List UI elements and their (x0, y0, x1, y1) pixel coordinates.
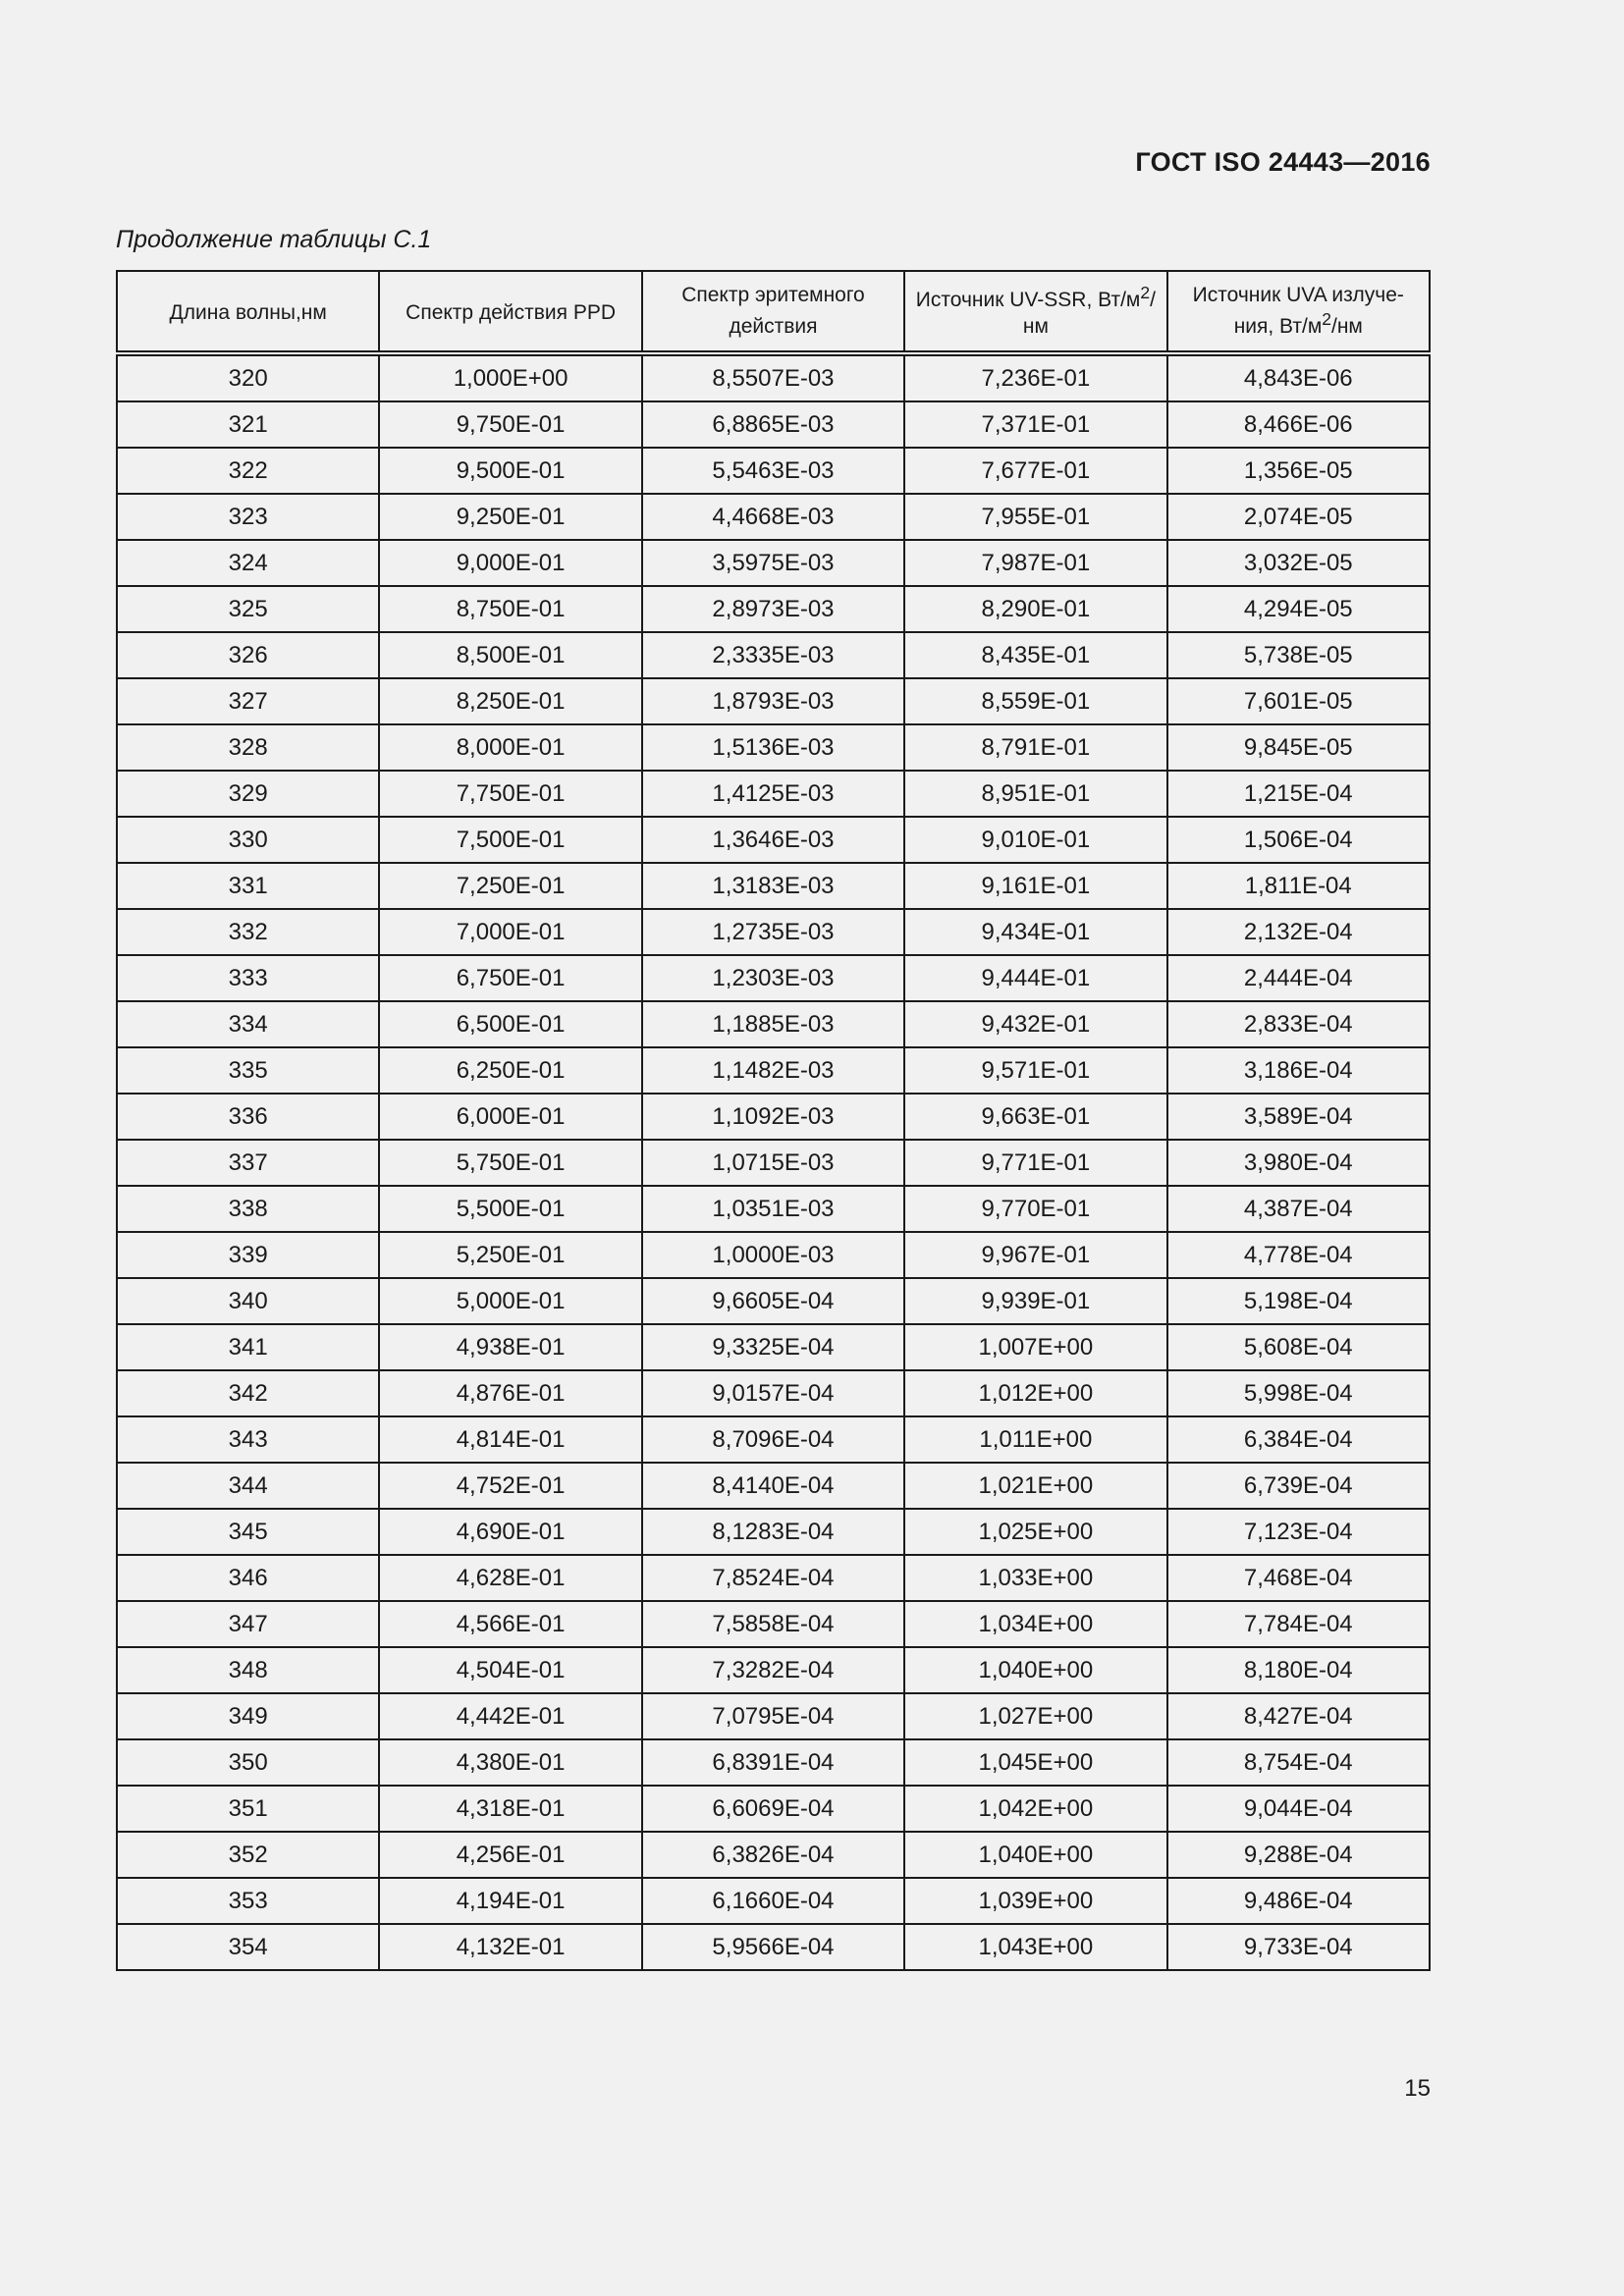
erythema-cell: 8,5507E-03 (642, 353, 904, 401)
page-number: 15 (1404, 2075, 1431, 2102)
uva-cell: 4,843E-06 (1167, 353, 1430, 401)
table-row (117, 1647, 1430, 1693)
erythema-cell: 8,1283E-04 (642, 1509, 904, 1555)
erythema-cell: 6,6069E-04 (642, 1786, 904, 1832)
erythema-cell: 1,3183E-03 (642, 863, 904, 909)
wavelength-cell: 345 (117, 1509, 379, 1555)
ppd-cell: 4,380E-01 (379, 1739, 641, 1786)
erythema-cell: 6,8391E-04 (642, 1739, 904, 1786)
wavelength-cell: 329 (117, 771, 379, 817)
erythema-cell: 1,1885E-03 (642, 1001, 904, 1047)
table-row (117, 1878, 1430, 1924)
table-row (117, 448, 1430, 494)
table-row (117, 1140, 1430, 1186)
uva-cell: 5,738E-05 (1167, 632, 1430, 678)
uv-ssr-cell: 8,435E-01 (904, 632, 1166, 678)
ppd-cell: 4,504E-01 (379, 1647, 641, 1693)
uva-cell: 5,998E-04 (1167, 1370, 1430, 1416)
ppd-cell: 4,132E-01 (379, 1924, 641, 1970)
table-row (117, 1832, 1430, 1878)
ppd-cell: 4,566E-01 (379, 1601, 641, 1647)
uv-ssr-cell: 9,663E-01 (904, 1094, 1166, 1140)
erythema-cell: 6,8865E-03 (642, 401, 904, 448)
wavelength-cell: 342 (117, 1370, 379, 1416)
ppd-cell: 1,000E+00 (379, 353, 641, 401)
ppd-cell: 4,814E-01 (379, 1416, 641, 1463)
erythema-cell: 4,4668E-03 (642, 494, 904, 540)
uva-cell: 2,074E-05 (1167, 494, 1430, 540)
wavelength-cell: 339 (117, 1232, 379, 1278)
wavelength-cell: 353 (117, 1878, 379, 1924)
table-row (117, 1509, 1430, 1555)
wavelength-cell: 333 (117, 955, 379, 1001)
column-header-uv-ssr (904, 271, 1166, 353)
uv-ssr-cell: 9,771E-01 (904, 1140, 1166, 1186)
uva-cell: 9,733E-04 (1167, 1924, 1430, 1970)
header-text-suffix: /нм (1022, 289, 1156, 338)
wavelength-cell: 334 (117, 1001, 379, 1047)
column-header-ppd (379, 271, 641, 353)
uv-ssr-cell: 1,045E+00 (904, 1739, 1166, 1786)
header-text-suffix: /нм (1331, 314, 1363, 338)
erythema-cell: 1,1092E-03 (642, 1094, 904, 1140)
erythema-cell: 9,3325E-04 (642, 1324, 904, 1370)
ppd-cell: 8,000E-01 (379, 724, 641, 771)
ppd-cell: 7,500E-01 (379, 817, 641, 863)
ppd-cell: 4,628E-01 (379, 1555, 641, 1601)
wavelength-cell: 337 (117, 1140, 379, 1186)
uva-cell: 3,032E-05 (1167, 540, 1430, 586)
table-row (117, 586, 1430, 632)
wavelength-cell: 347 (117, 1601, 379, 1647)
header-text: Источник UVA излуче-ния, Вт/м (1192, 284, 1404, 338)
erythema-cell: 7,8524E-04 (642, 1555, 904, 1601)
uv-ssr-cell: 1,011E+00 (904, 1416, 1166, 1463)
column-header-uva (1167, 271, 1430, 353)
uv-ssr-cell: 9,010E-01 (904, 817, 1166, 863)
uv-ssr-cell: 9,434E-01 (904, 909, 1166, 955)
wavelength-cell: 323 (117, 494, 379, 540)
ppd-cell: 6,750E-01 (379, 955, 641, 1001)
table-header-row (117, 271, 1430, 353)
table-row (117, 494, 1430, 540)
uva-cell: 9,845E-05 (1167, 724, 1430, 771)
uv-ssr-cell: 1,033E+00 (904, 1555, 1166, 1601)
ppd-cell: 9,000E-01 (379, 540, 641, 586)
erythema-cell: 9,6605E-04 (642, 1278, 904, 1324)
uva-cell: 3,589E-04 (1167, 1094, 1430, 1140)
table-row (117, 955, 1430, 1001)
uva-cell: 5,198E-04 (1167, 1278, 1430, 1324)
header-text: Источник UV-SSR, Вт/м (915, 289, 1141, 312)
uv-ssr-cell: 9,432E-01 (904, 1001, 1166, 1047)
ppd-cell: 5,250E-01 (379, 1232, 641, 1278)
wavelength-cell: 324 (117, 540, 379, 586)
wavelength-cell: 338 (117, 1186, 379, 1232)
uva-cell: 1,506E-04 (1167, 817, 1430, 863)
table-row (117, 1739, 1430, 1786)
ppd-cell: 5,750E-01 (379, 1140, 641, 1186)
uv-ssr-cell: 1,007E+00 (904, 1324, 1166, 1370)
uv-ssr-cell: 1,043E+00 (904, 1924, 1166, 1970)
table-row (117, 1278, 1430, 1324)
erythema-cell: 1,0715E-03 (642, 1140, 904, 1186)
uv-ssr-cell: 7,236E-01 (904, 353, 1166, 401)
erythema-cell: 1,2735E-03 (642, 909, 904, 955)
ppd-cell: 4,690E-01 (379, 1509, 641, 1555)
uv-ssr-cell: 1,034E+00 (904, 1601, 1166, 1647)
ppd-cell: 8,500E-01 (379, 632, 641, 678)
ppd-cell: 4,318E-01 (379, 1786, 641, 1832)
uv-ssr-cell: 1,021E+00 (904, 1463, 1166, 1509)
uva-cell: 8,427E-04 (1167, 1693, 1430, 1739)
uv-ssr-cell: 9,444E-01 (904, 955, 1166, 1001)
wavelength-cell: 354 (117, 1924, 379, 1970)
table-row (117, 771, 1430, 817)
ppd-cell: 4,442E-01 (379, 1693, 641, 1739)
table-row (117, 401, 1430, 448)
ppd-cell: 4,876E-01 (379, 1370, 641, 1416)
ppd-cell: 7,250E-01 (379, 863, 641, 909)
wavelength-cell: 343 (117, 1416, 379, 1463)
uva-cell: 7,468E-04 (1167, 1555, 1430, 1601)
erythema-cell: 1,1482E-03 (642, 1047, 904, 1094)
ppd-cell: 8,750E-01 (379, 586, 641, 632)
ppd-cell: 9,500E-01 (379, 448, 641, 494)
uva-cell: 9,044E-04 (1167, 1786, 1430, 1832)
uva-cell: 7,784E-04 (1167, 1601, 1430, 1647)
wavelength-cell: 335 (117, 1047, 379, 1094)
table-row (117, 909, 1430, 955)
table-row (117, 353, 1430, 401)
uv-ssr-cell: 1,039E+00 (904, 1878, 1166, 1924)
table-row (117, 1924, 1430, 1970)
uva-cell: 2,444E-04 (1167, 955, 1430, 1001)
table-row (117, 540, 1430, 586)
table-row (117, 1463, 1430, 1509)
wavelength-cell: 346 (117, 1555, 379, 1601)
table-row (117, 1370, 1430, 1416)
table-row (117, 1416, 1430, 1463)
uv-ssr-cell: 1,025E+00 (904, 1509, 1166, 1555)
erythema-cell: 6,1660E-04 (642, 1878, 904, 1924)
ppd-cell: 4,752E-01 (379, 1463, 641, 1509)
uv-ssr-cell: 1,040E+00 (904, 1647, 1166, 1693)
table-row (117, 1232, 1430, 1278)
ppd-cell: 4,194E-01 (379, 1878, 641, 1924)
wavelength-cell: 321 (117, 401, 379, 448)
uv-ssr-cell: 9,161E-01 (904, 863, 1166, 909)
erythema-cell: 3,5975E-03 (642, 540, 904, 586)
uv-ssr-cell: 7,371E-01 (904, 401, 1166, 448)
ppd-cell: 6,500E-01 (379, 1001, 641, 1047)
column-header-erythema (642, 271, 904, 353)
wavelength-cell: 351 (117, 1786, 379, 1832)
table-row (117, 678, 1430, 724)
uva-cell: 6,384E-04 (1167, 1416, 1430, 1463)
uva-cell: 2,132E-04 (1167, 909, 1430, 955)
erythema-cell: 7,5858E-04 (642, 1601, 904, 1647)
column-header-wavelength (117, 271, 379, 353)
wavelength-cell: 331 (117, 863, 379, 909)
wavelength-cell: 320 (117, 353, 379, 401)
wavelength-cell: 327 (117, 678, 379, 724)
ppd-cell: 5,000E-01 (379, 1278, 641, 1324)
wavelength-cell: 344 (117, 1463, 379, 1509)
erythema-cell: 8,4140E-04 (642, 1463, 904, 1509)
table-row (117, 1555, 1430, 1601)
uva-cell: 3,186E-04 (1167, 1047, 1430, 1094)
uva-cell: 8,754E-04 (1167, 1739, 1430, 1786)
erythema-cell: 1,0000E-03 (642, 1232, 904, 1278)
erythema-cell: 7,3282E-04 (642, 1647, 904, 1693)
uv-ssr-cell: 9,939E-01 (904, 1278, 1166, 1324)
uv-ssr-cell: 8,559E-01 (904, 678, 1166, 724)
uva-cell: 1,356E-05 (1167, 448, 1430, 494)
header-superscript: 2 (1322, 308, 1331, 329)
ppd-cell: 6,000E-01 (379, 1094, 641, 1140)
wavelength-cell: 350 (117, 1739, 379, 1786)
wavelength-cell: 325 (117, 586, 379, 632)
uva-cell: 4,387E-04 (1167, 1186, 1430, 1232)
uva-cell: 7,601E-05 (1167, 678, 1430, 724)
uva-cell: 5,608E-04 (1167, 1324, 1430, 1370)
table-row (117, 1047, 1430, 1094)
table-row (117, 1786, 1430, 1832)
erythema-cell: 1,8793E-03 (642, 678, 904, 724)
uva-cell: 8,180E-04 (1167, 1647, 1430, 1693)
ppd-cell: 9,750E-01 (379, 401, 641, 448)
uv-ssr-cell: 9,571E-01 (904, 1047, 1166, 1094)
table-row (117, 863, 1430, 909)
uva-cell: 7,123E-04 (1167, 1509, 1430, 1555)
uv-ssr-cell: 9,770E-01 (904, 1186, 1166, 1232)
wavelength-cell: 332 (117, 909, 379, 955)
erythema-cell: 2,8973E-03 (642, 586, 904, 632)
uv-ssr-cell: 1,040E+00 (904, 1832, 1166, 1878)
uv-ssr-cell: 1,042E+00 (904, 1786, 1166, 1832)
table-body (117, 353, 1430, 1970)
wavelength-cell: 340 (117, 1278, 379, 1324)
table-row (117, 1186, 1430, 1232)
ppd-cell: 9,250E-01 (379, 494, 641, 540)
wavelength-cell: 336 (117, 1094, 379, 1140)
erythema-cell: 9,0157E-04 (642, 1370, 904, 1416)
header-superscript: 2 (1140, 283, 1151, 303)
uva-cell: 4,294E-05 (1167, 586, 1430, 632)
ppd-cell: 7,750E-01 (379, 771, 641, 817)
uva-cell: 9,288E-04 (1167, 1832, 1430, 1878)
wavelength-cell: 348 (117, 1647, 379, 1693)
uv-ssr-cell: 7,955E-01 (904, 494, 1166, 540)
uv-ssr-cell: 9,967E-01 (904, 1232, 1166, 1278)
ppd-cell: 4,938E-01 (379, 1324, 641, 1370)
table-row (117, 817, 1430, 863)
uva-cell: 1,811E-04 (1167, 863, 1430, 909)
document-header: ГОСТ ISO 24443—2016 (1135, 147, 1431, 177)
header-text: Спектр действия PPD (406, 301, 616, 325)
uv-ssr-cell: 7,987E-01 (904, 540, 1166, 586)
wavelength-cell: 341 (117, 1324, 379, 1370)
header-text: Длина волны,нм (169, 301, 327, 325)
ppd-cell: 5,500E-01 (379, 1186, 641, 1232)
table-row (117, 1001, 1430, 1047)
uva-cell: 6,739E-04 (1167, 1463, 1430, 1509)
uva-cell: 3,980E-04 (1167, 1140, 1430, 1186)
erythema-cell: 1,0351E-03 (642, 1186, 904, 1232)
table-caption: Продолжение таблицы С.1 (116, 226, 432, 253)
uva-cell: 9,486E-04 (1167, 1878, 1430, 1924)
uv-ssr-cell: 1,027E+00 (904, 1693, 1166, 1739)
ppd-cell: 7,000E-01 (379, 909, 641, 955)
erythema-cell: 7,0795E-04 (642, 1693, 904, 1739)
uv-ssr-cell: 8,290E-01 (904, 586, 1166, 632)
wavelength-cell: 326 (117, 632, 379, 678)
erythema-cell: 1,4125E-03 (642, 771, 904, 817)
table-row (117, 1324, 1430, 1370)
ppd-cell: 8,250E-01 (379, 678, 641, 724)
erythema-cell: 8,7096E-04 (642, 1416, 904, 1463)
data-table (116, 270, 1431, 1971)
uv-ssr-cell: 1,012E+00 (904, 1370, 1166, 1416)
ppd-cell: 4,256E-01 (379, 1832, 641, 1878)
table-row (117, 1601, 1430, 1647)
table-row (117, 632, 1430, 678)
uva-cell: 1,215E-04 (1167, 771, 1430, 817)
ppd-cell: 6,250E-01 (379, 1047, 641, 1094)
erythema-cell: 1,3646E-03 (642, 817, 904, 863)
erythema-cell: 6,3826E-04 (642, 1832, 904, 1878)
uva-cell: 2,833E-04 (1167, 1001, 1430, 1047)
uv-ssr-cell: 7,677E-01 (904, 448, 1166, 494)
table-row (117, 1094, 1430, 1140)
header-text: Спектр эритемного действия (681, 284, 865, 338)
uv-ssr-cell: 8,791E-01 (904, 724, 1166, 771)
erythema-cell: 1,5136E-03 (642, 724, 904, 771)
wavelength-cell: 328 (117, 724, 379, 771)
wavelength-cell: 349 (117, 1693, 379, 1739)
erythema-cell: 5,9566E-04 (642, 1924, 904, 1970)
erythema-cell: 5,5463E-03 (642, 448, 904, 494)
table-row (117, 1693, 1430, 1739)
uva-cell: 4,778E-04 (1167, 1232, 1430, 1278)
table-row (117, 724, 1430, 771)
wavelength-cell: 330 (117, 817, 379, 863)
erythema-cell: 1,2303E-03 (642, 955, 904, 1001)
erythema-cell: 2,3335E-03 (642, 632, 904, 678)
uva-cell: 8,466E-06 (1167, 401, 1430, 448)
wavelength-cell: 352 (117, 1832, 379, 1878)
uv-ssr-cell: 8,951E-01 (904, 771, 1166, 817)
wavelength-cell: 322 (117, 448, 379, 494)
